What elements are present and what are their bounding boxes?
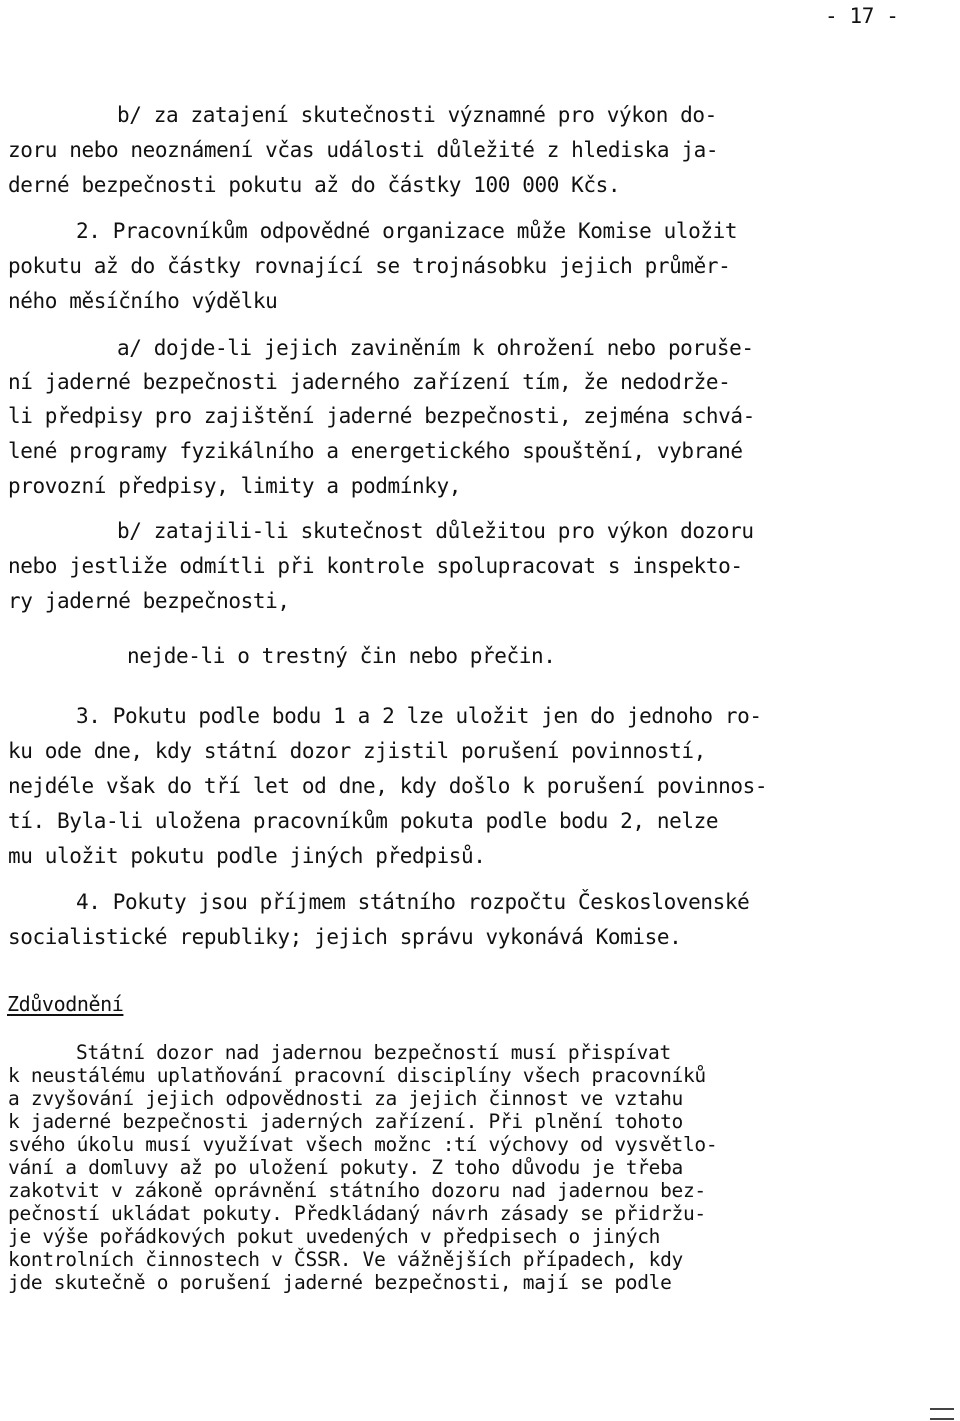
corner-mark xyxy=(930,1408,954,1420)
section-2-line-3: ného měsíčního výdělku xyxy=(8,289,278,313)
section-3-line-5: mu uložit pokutu podle jiných předpisů. xyxy=(8,844,486,868)
section-1b-line-3: derné bezpečnosti pokutu až do částky 100 000 Kčs. xyxy=(8,173,621,197)
section-4-line-1: 4. Pokuty jsou příjmem státního rozpočtu Československé xyxy=(76,890,750,914)
section-2b-line-1: b/ zatajili-li skutečnost důležitou pro výkon dozoru xyxy=(117,519,754,543)
section-2a-line-3: li předpisy pro zajištění jaderné bezpečnosti, zejména schvá- xyxy=(8,404,755,428)
section-2a-line-1: a/ dojde-li jejich zaviněním k ohrožení nebo poruše- xyxy=(117,336,754,360)
section-4-line-2: socialistické republiky; jejich správu vykonává Komise. xyxy=(8,925,682,949)
justification-line-11: jde skutečně o porušení jaderné bezpečnosti, mají se podle xyxy=(8,1271,672,1294)
section-1b-line-1: b/ za zatajení skutečnosti významné pro výkon do- xyxy=(117,103,717,127)
section-3-line-1: 3. Pokutu podle bodu 1 a 2 lze uložit jen do jednoho ro- xyxy=(76,704,762,728)
justification-line-6: vání a domluvy až po uložení pokuty. Z toho důvodu je třeba xyxy=(8,1156,683,1179)
section-2b-line-3: ry jaderné bezpečnosti, xyxy=(8,589,290,613)
section-2b-line-2: nebo jestliže odmítli při kontrole spolupracovat s inspekto- xyxy=(8,554,743,578)
justification-line-7: zakotvit v zákoně oprávnění státního dozoru nad jadernou bez- xyxy=(8,1179,706,1202)
section-2c-line-1: nejde-li o trestný čin nebo přečin. xyxy=(127,644,556,668)
justification-line-4: k jaderné bezpečnosti jaderných zařízení. Při plnění tohoto xyxy=(8,1110,683,1133)
justification-line-5: svého úkolu musí využívat všech možnc :tí výchovy od vysvětlo- xyxy=(8,1133,718,1156)
justification-line-8: pečností ukládat pokuty. Předkládaný návrh zásady se přidržu- xyxy=(8,1202,706,1225)
section-2-line-2: pokutu až do částky rovnající se trojnásobku jejich průměr- xyxy=(8,254,731,278)
section-2a-line-4: lené programy fyzikálního a energetického spouštění, vybrané xyxy=(8,439,743,463)
section-2a-line-2: ní jaderné bezpečnosti jaderného zařízení tím, že nedodrže- xyxy=(8,370,731,394)
section-3-line-3: nejdéle však do tří let od dne, kdy došlo k porušení povinnos- xyxy=(8,774,768,798)
section-1b-line-2: zoru nebo neoznámení včas události důležité z hlediska ja- xyxy=(8,138,719,162)
justification-line-9: je výše pořádkových pokut uvedených v předpisech o jiných xyxy=(8,1225,661,1248)
section-3-line-4: tí. Byla-li uložena pracovníkům pokuta podle bodu 2, nelze xyxy=(8,809,719,833)
page-number: - 17 - xyxy=(825,4,899,28)
section-2a-line-5: provozní předpisy, limity a podmínky, xyxy=(8,474,461,498)
section-2-line-1: 2. Pracovníkům odpovědné organizace může Komise uložit xyxy=(76,219,738,243)
justification-line-1: Státní dozor nad jadernou bezpečností musí přispívat xyxy=(76,1041,671,1064)
justification-heading: Zdůvodnění xyxy=(7,992,124,1016)
justification-line-2: k neustálému uplatňování pracovní disciplíny všech pracovníků xyxy=(8,1064,706,1087)
section-3-line-2: ku ode dne, kdy státní dozor zjistil porušení povinností, xyxy=(8,739,706,763)
justification-line-3: a zvyšování jejich odpovědnosti za jejich činnost ve vztahu xyxy=(8,1087,683,1110)
justification-line-10: kontrolních činnostech v ČSSR. Ve vážnějších případech, kdy xyxy=(8,1248,683,1271)
